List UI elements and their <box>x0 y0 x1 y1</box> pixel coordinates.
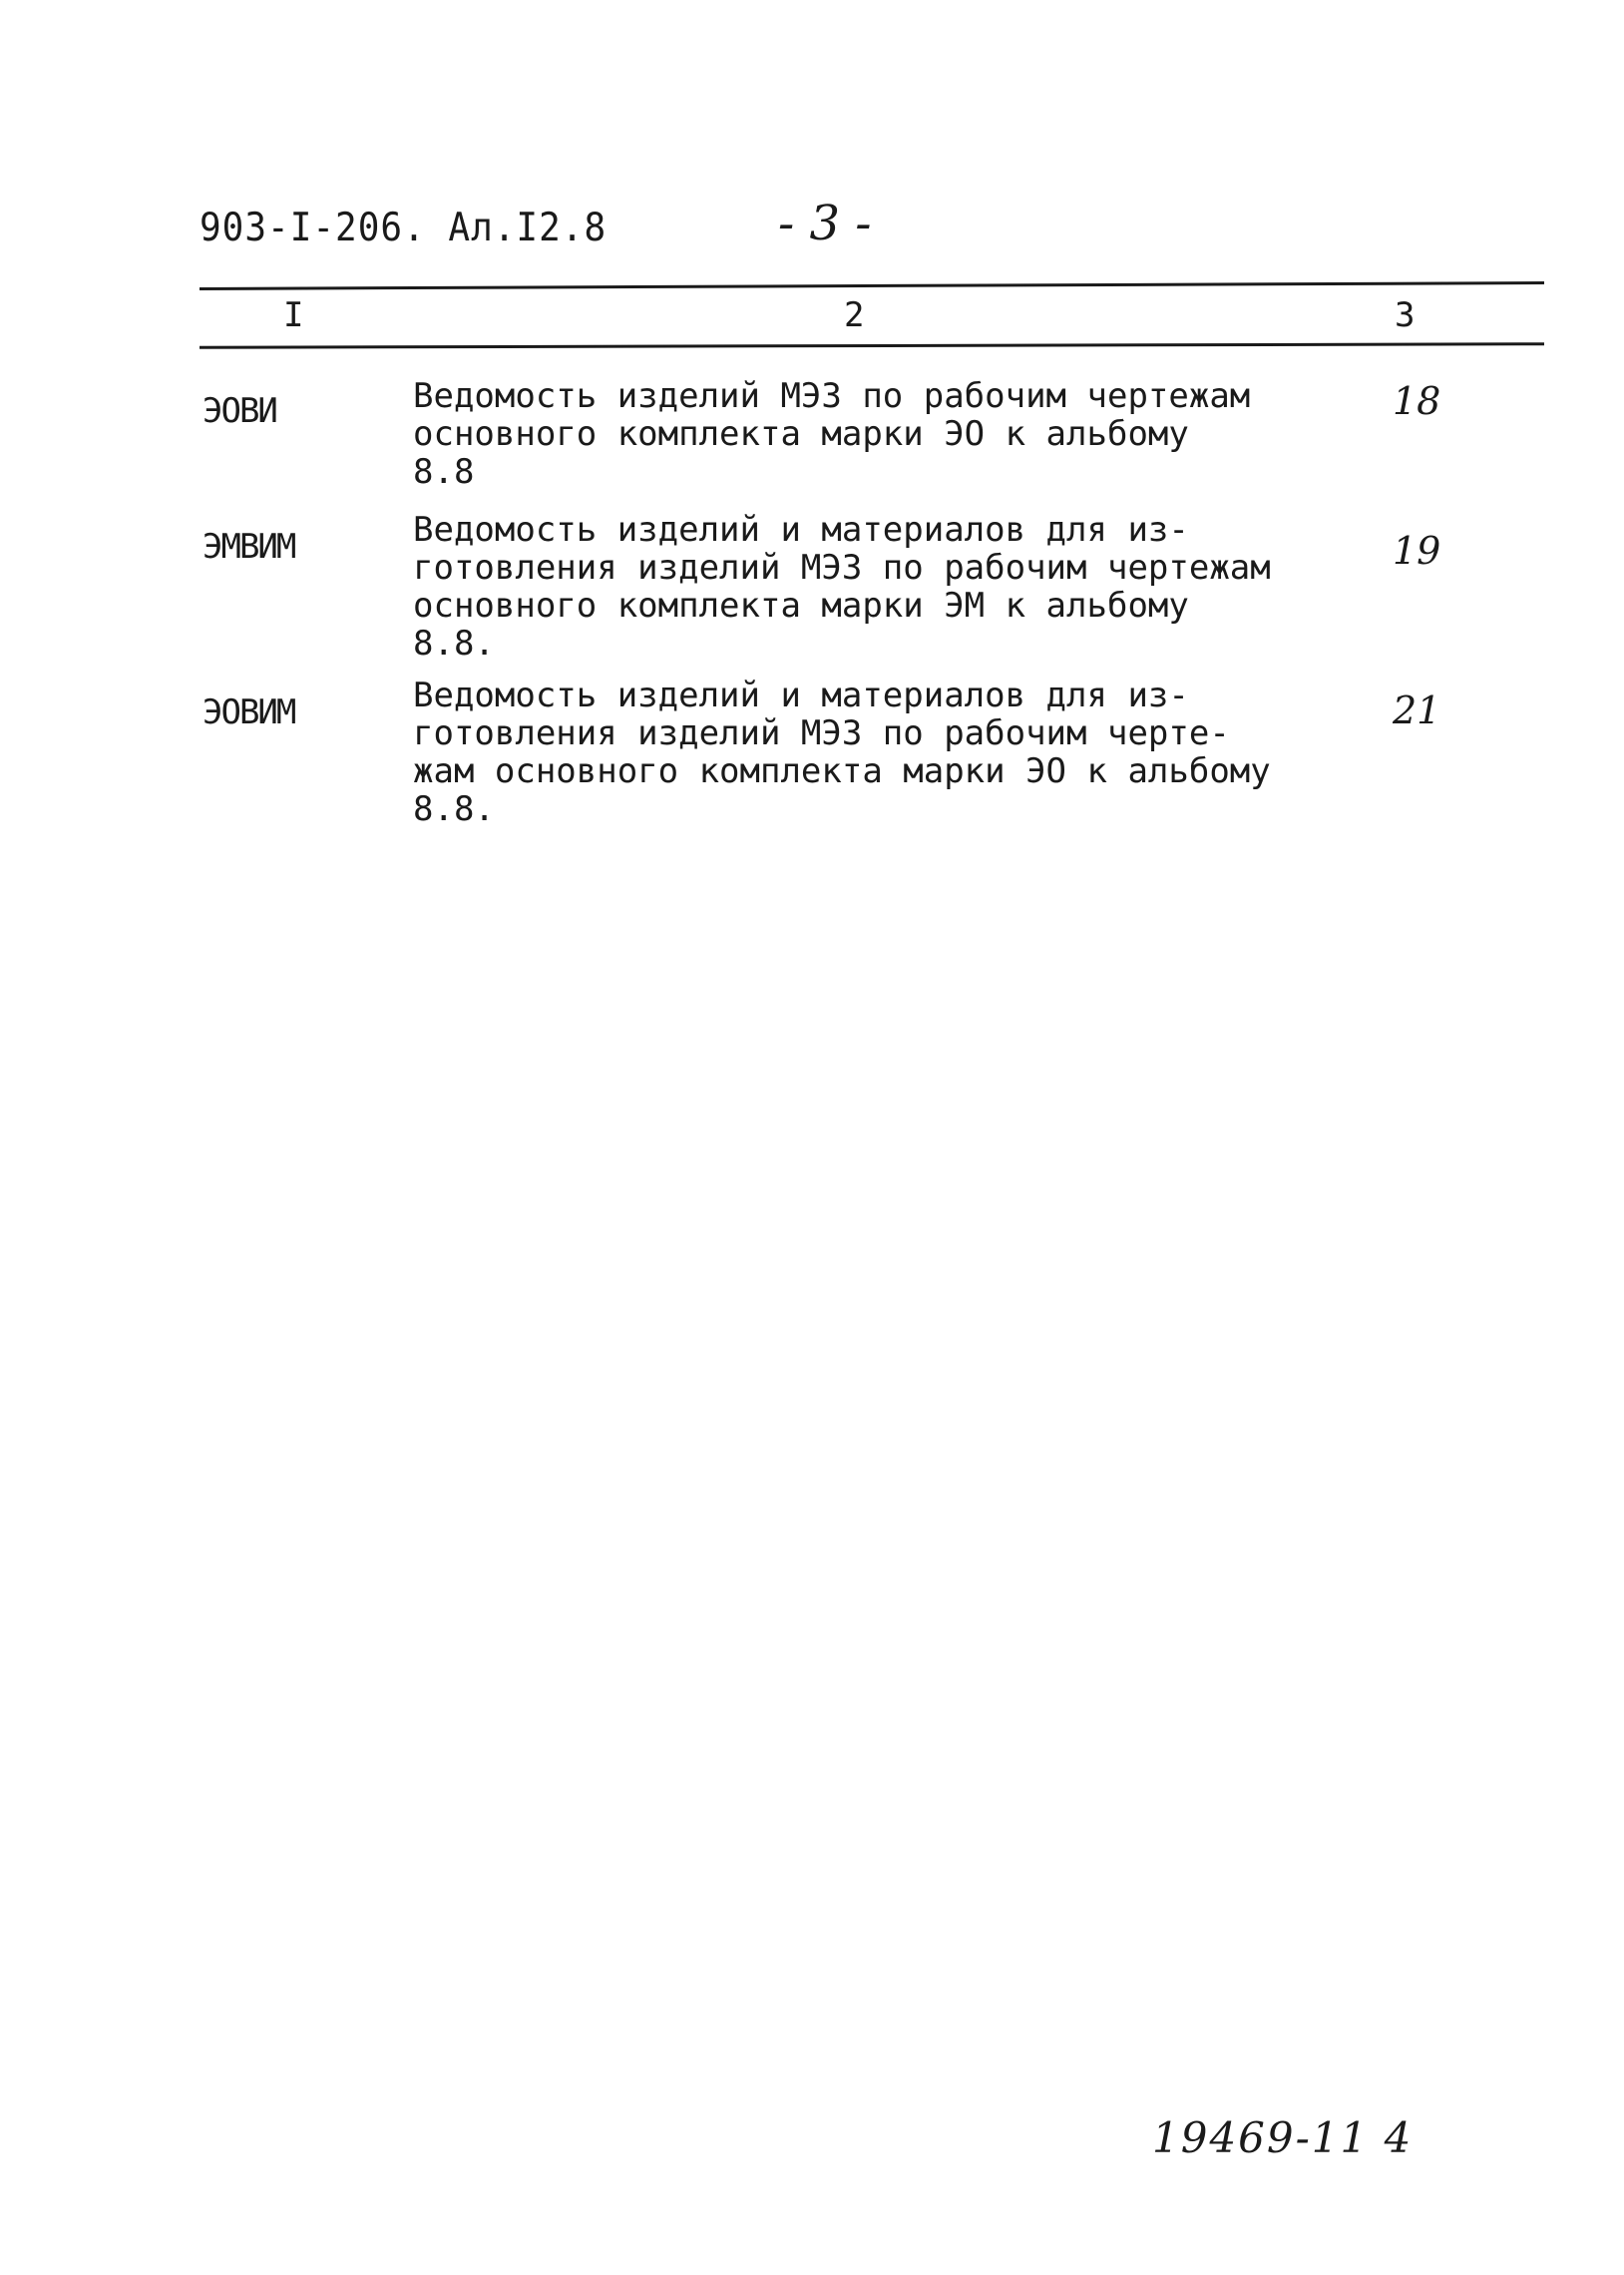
column-header-3: 3 <box>1395 295 1416 335</box>
table-top-rule <box>200 281 1544 290</box>
table-row-1-code: ЭОВИ <box>203 391 276 431</box>
table-row-2-description: Ведомость изделий и материалов для из- готовления изделий МЭЗ по рабочим чертежам основного комплекта марки ЭМ к альбому 8.8. <box>413 510 1271 664</box>
table-row-2-page: 19 <box>1393 529 1441 573</box>
table-row-2-code: ЭМВИМ <box>203 527 295 567</box>
page-number: - 3 - <box>778 196 872 251</box>
table-row-3-page: 21 <box>1393 688 1441 732</box>
table-row-1-description: Ведомость изделий МЭЗ по рабочим чертежам основного комплекта марки ЭО к альбому 8.8 <box>413 376 1251 492</box>
column-header-1: I <box>283 295 304 335</box>
table-row-3-code: ЭОВИМ <box>203 692 295 732</box>
archive-number: 19469-11 4 <box>1152 2113 1414 2162</box>
column-header-2: 2 <box>844 295 865 335</box>
document-code: 903-I-206. Ал.I2.8 <box>200 205 608 251</box>
table-row-1-page: 18 <box>1393 379 1441 423</box>
table-header-rule <box>200 342 1544 349</box>
table-row-3-description: Ведомость изделий и материалов для из- готовления изделий МЭЗ по рабочим черте- жам основного комплекта марки ЭО к альбому 8.8. <box>413 676 1271 829</box>
